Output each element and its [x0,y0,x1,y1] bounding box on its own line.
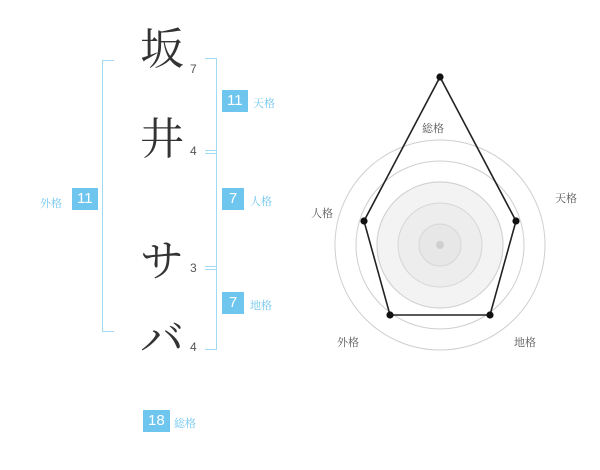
chikaku-score: 7 [222,292,244,314]
tenkaku-bracket [205,58,217,154]
jinkaku-label: 人格 [250,196,272,208]
name-character-3: サ [140,237,184,286]
tenkaku-score: 11 [222,90,248,112]
radar-axis-label-soukaku: 総格 [422,123,444,135]
radar-grid-fill [377,182,503,308]
radar-chart-svg [300,0,600,470]
radar-axis-label-chikaku: 地格 [514,337,536,349]
radar-axis-label-jinkaku: 人格 [311,208,333,220]
jinkaku-bracket [205,150,217,270]
chikaku-label: 地格 [250,300,272,312]
radar-chart-panel [300,0,600,470]
name-character-4: バ [140,315,184,364]
tenkaku-label: 天格 [253,98,275,110]
name-character-2-strokes: 4 [190,144,197,158]
name-character-2: 井 [140,115,184,164]
chikaku-bracket [205,266,217,350]
radar-axis-label-tenkaku: 天格 [555,193,577,205]
name-character-1: 坂 [140,25,184,74]
radar-axis-label-gaikaku: 外格 [337,337,359,349]
soukaku-label: 総格 [174,418,196,430]
name-character-1-strokes: 7 [190,62,197,76]
outer-bracket [102,60,114,332]
gaikaku-label: 外格 [40,198,62,210]
name-character-3-strokes: 3 [190,261,197,275]
gaikaku-score: 11 [72,188,98,210]
name-character-4-strokes: 4 [190,340,197,354]
jinkaku-score: 7 [222,188,244,210]
soukaku-score: 18 [143,410,170,432]
